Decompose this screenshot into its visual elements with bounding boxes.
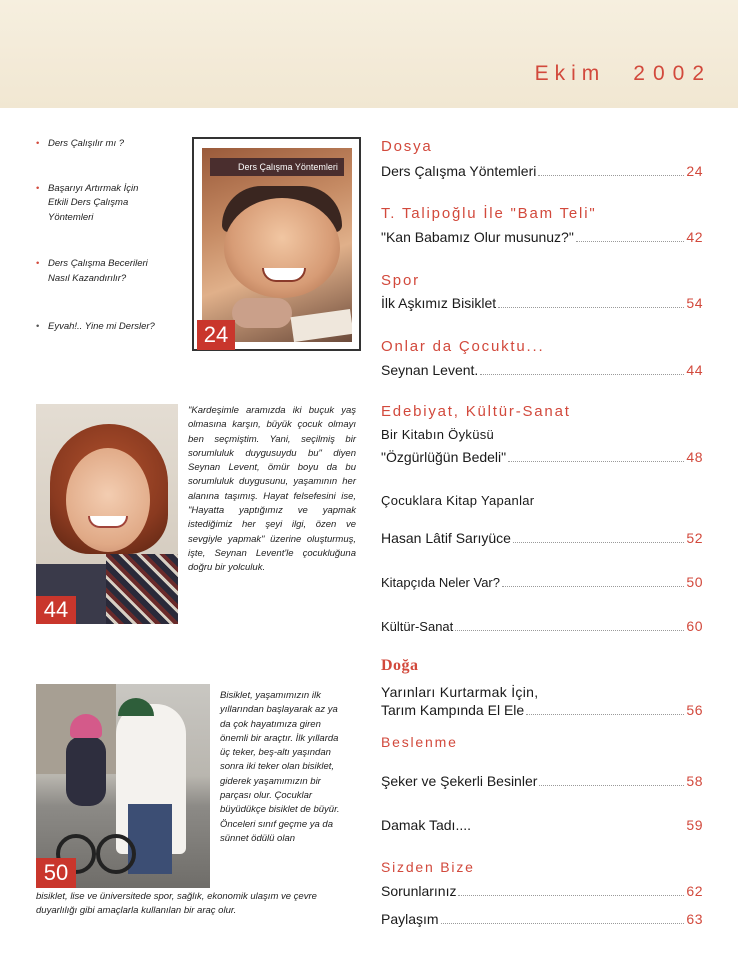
page-badge-24: 24 — [197, 320, 235, 350]
toc-title: İlk Aşkımız Bisiklet — [381, 295, 497, 311]
header-band — [0, 0, 738, 108]
page-badge-50: 50 — [36, 858, 76, 888]
toc-page: 62 — [686, 883, 703, 899]
issue-date — [535, 62, 712, 86]
toc-page: 50 — [686, 574, 703, 590]
toc-title: Kültür-Sanat — [381, 619, 454, 634]
levent-quote: "Kardeşimle aramızda iki buçuk yaş olmasına karşın, büyük çocuk olmayı ben seçmiştim. Yani, seçilmiş bir sorumluluk duygusuydu bu" diyen Seynan Levent, ömür boyu da bu sorumluluk duygusunu, yaşamının her alanına taşımış. Hayat felsefesini ise, "Hayatta yaptığımız ve yapmak istediğimiz her şeyi ilgi, özen ve sevgiyle yapmak" üzerine oluşturmuş, işte, Seynan Levent'le çocukluğuna doğru bir yolculuk. — [188, 405, 356, 574]
section-sizden-bize: Sizden Bize — [381, 859, 475, 875]
section-beslenme: Beslenme — [381, 734, 458, 750]
toc-entry-dosya[interactable] — [381, 162, 703, 180]
toc-title: Tarım Kampında El Ele — [381, 702, 525, 718]
page-badge-44: 44 — [36, 596, 76, 624]
section-doga: Doğa — [381, 657, 419, 674]
toc-page: 42 — [686, 229, 703, 245]
toc-title: Paylaşım — [381, 911, 439, 927]
section-edebiyat: Edebiyat, Kültür-Sanat — [381, 403, 571, 420]
issue-month: Ekim — [534, 62, 606, 85]
toc-page: 24 — [686, 163, 703, 179]
section-cocuktu: Onlar da Çocuktu... — [381, 338, 545, 355]
toc-page: 52 — [686, 530, 703, 546]
cover-title: Ders Çalışma Yöntemleri — [210, 158, 344, 176]
seynan-levent-photo — [36, 404, 178, 624]
toc-title: Ders Çalışma Yöntemleri — [381, 163, 537, 179]
toc-page: 44 — [686, 362, 703, 378]
toc-entry-kitapcida[interactable] — [381, 573, 703, 592]
toc-entry-seker[interactable] — [381, 772, 703, 790]
edebiyat-subtitle-2: Çocuklara Kitap Yapanlar — [381, 493, 535, 508]
toc-title: Kitapçıda Neler Var? — [381, 575, 500, 590]
toc-entry-damak-tadi[interactable] — [381, 816, 703, 834]
toc-entry-ozgurlugun-bedeli[interactable] — [381, 448, 703, 466]
section-dosya: Dosya — [381, 138, 433, 155]
edebiyat-subtitle: Bir Kitabın Öyküsü — [381, 427, 495, 442]
toc-page: 59 — [686, 817, 703, 833]
toc-page: 63 — [686, 911, 703, 927]
toc-entry-sorunlariniz[interactable] — [381, 882, 703, 900]
toc-title: Sorunlarınız — [381, 883, 457, 899]
toc-title: "Özgürlüğün Bedeli" — [381, 449, 507, 465]
toc-entry-talipoglu[interactable] — [381, 228, 703, 246]
toc-entry-hasan-latif[interactable] — [381, 529, 703, 547]
bullet-item: • Ders Çalışma Becerileri Nasıl Kazandırılır? — [36, 257, 166, 286]
toc-entry-tarim-kampi[interactable] — [381, 701, 703, 719]
cover-photo-boy — [202, 148, 352, 342]
toc-entry-kultur-sanat[interactable] — [381, 617, 703, 636]
toc-page: 58 — [686, 773, 703, 789]
section-spor: Spor — [381, 272, 420, 289]
doga-line: Yarınları Kurtarmak İçin, — [381, 684, 539, 700]
toc-entry-paylasim[interactable] — [381, 910, 703, 928]
bisiklet-text: Bisiklet, yaşamımızın ilk yıllarından başlayarak az ya da çok hayatımıza giren önemli bir araçtır. İlk yıllarda üç teker, beş-altı yaşından sonra iki teker olan bisiklet, giderek yaşamımızın bir parçası olur. Çocuklar büyüdükçe bisiklet de büyür. Önceleri sınıf geçme ya da sünnet ödülü olan — [220, 690, 340, 844]
toc-title: Seynan Levent. — [381, 362, 479, 378]
toc-page: 56 — [686, 702, 703, 718]
toc-title: "Kan Babamız Olur musunuz?" — [381, 229, 574, 245]
bisiklet-text-tail: bisiklet, lise ve üniversitede spor, sağlık, ekonomik ulaşım ve çevre duyarlılığı gibi amaçlarla kullanılan bir araç olur. — [36, 891, 317, 917]
toc-page: 48 — [686, 449, 703, 465]
toc-page: 60 — [686, 618, 703, 634]
bullet-item: • Başarıyı Artırmak İçin Etkili Ders Çalışma Yöntemleri — [36, 182, 156, 226]
toc-entry-spor[interactable] — [381, 294, 703, 312]
dosya-bullets — [36, 137, 186, 335]
toc-title: Damak Tadı.... — [381, 817, 472, 833]
bullet-item: • Eyvah!.. Yine mi Dersler? — [36, 320, 186, 335]
issue-year: 2002 — [633, 62, 712, 85]
toc-entry-cocuktu[interactable] — [381, 361, 703, 379]
toc-title: Şeker ve Şekerli Besinler — [381, 773, 538, 789]
toc-page: 54 — [686, 295, 703, 311]
bullet-item: • Ders Çalışılır mı ? — [36, 137, 156, 152]
toc-title: Hasan Lâtif Sarıyüce — [381, 530, 511, 546]
section-talipoglu: T. Talipoğlu İle "Bam Teli" — [381, 205, 597, 222]
